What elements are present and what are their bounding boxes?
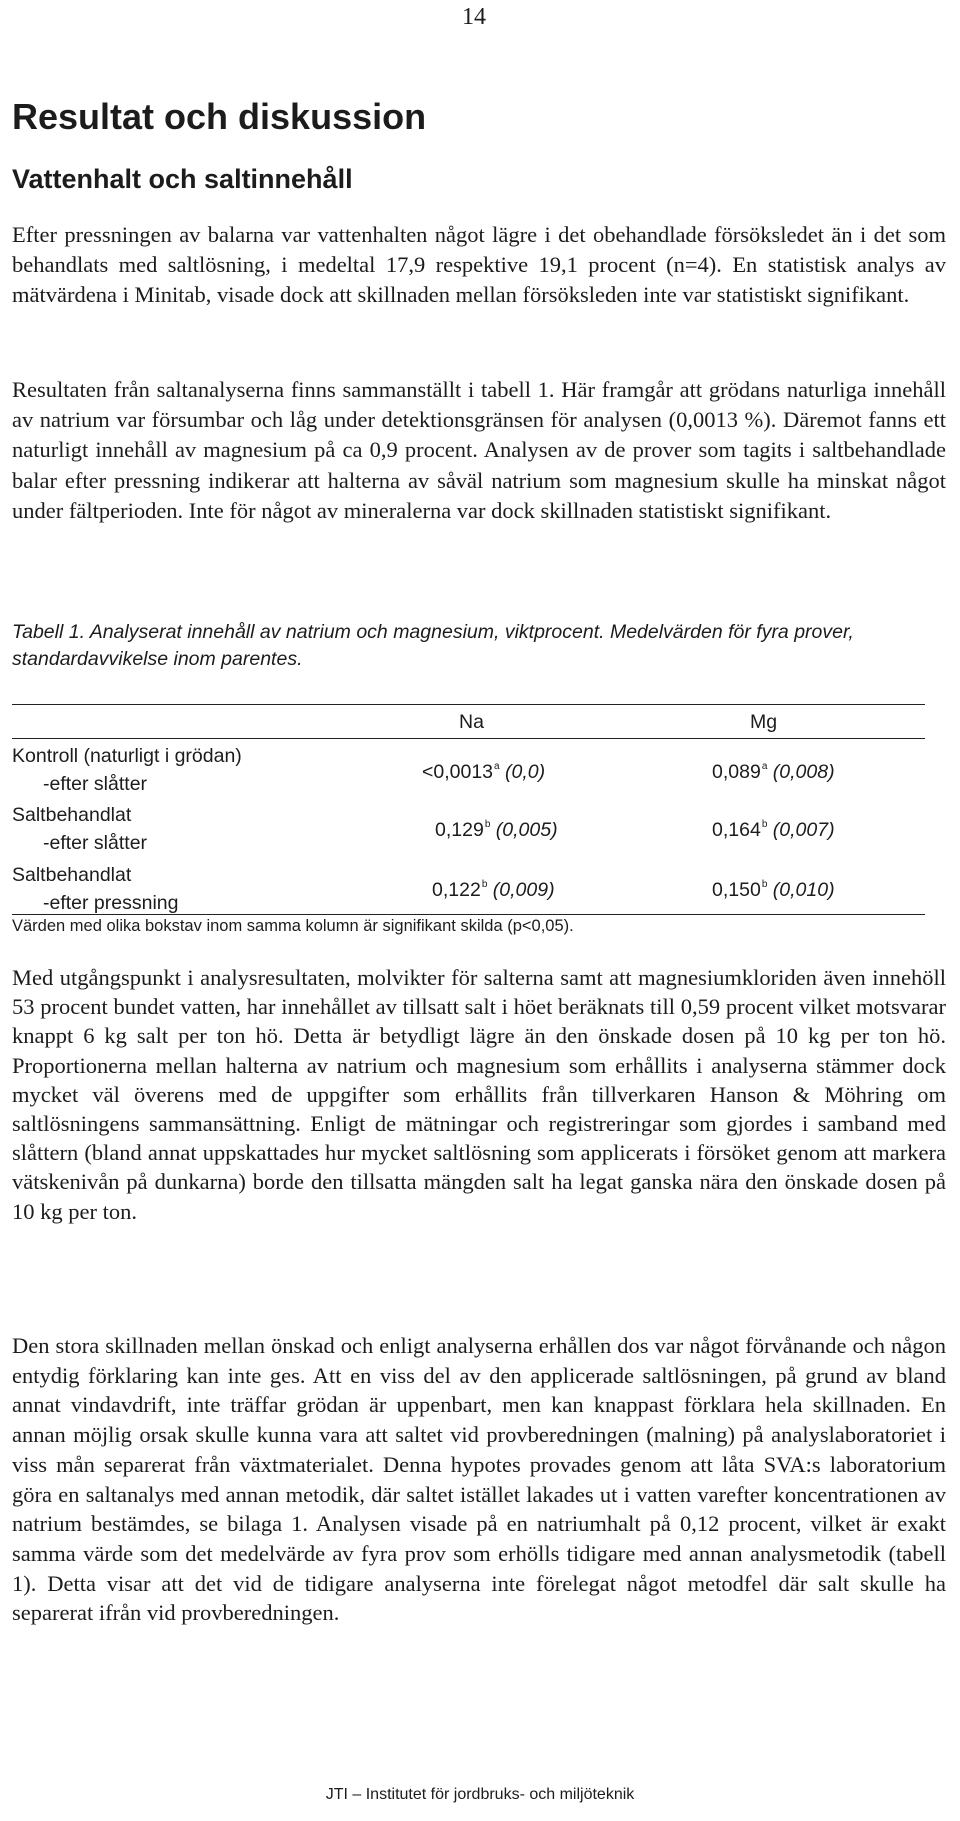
table-footnote: Värden med olika bokstav inom samma kolumn är signifikant skilda (p<0,05). xyxy=(12,917,574,935)
column-header-na: Na xyxy=(459,711,484,733)
row-label-3: Saltbehandlat xyxy=(12,864,132,886)
page-number: 14 xyxy=(462,4,486,30)
table-cell-mg-2: 0,164$^b$ (0,007) xyxy=(712,819,835,841)
paragraph-salt-analysis: Resultaten från saltanalyserna finns sammanställt i tabell 1. Här framgår att grödans naturliga innehåll av natrium var försumbar och låg under detektionsgränsen för analysen (0,0013 %). Däremot fanns ett naturligt innehåll av magnesium på ca 0,9 procent. Analysen av de prover som tagits i saltbehandlade balar efter pressning indikerar att halterna av såväl natrium som magnesium skulle ha minskat något under fältperioden. Inte för något av mineralerna var dock skillnaden statistiskt signifikant. xyxy=(12,377,946,523)
table-top-rule xyxy=(12,704,925,705)
table-caption: Tabell 1. Analyserat innehåll av natrium och magnesium, viktprocent. Medelvärden för fyra prover, standardavvikelse inom parentes. xyxy=(12,621,854,670)
table-header-rule xyxy=(12,738,925,739)
row-label-1: Kontroll (naturligt i grödan) xyxy=(12,745,242,767)
page-footer: JTI – Institutet för jordbruks- och miljöteknik xyxy=(325,1786,635,1803)
table-cell-na-3: 0,122$^b$ (0,009) xyxy=(432,879,555,901)
column-header-mg: Mg xyxy=(750,711,778,733)
paragraph-salt-dose: Med utgångspunkt i analysresultaten, molvikter för salterna samt att magnesiumkloriden även innehöll 53 procent bundet vatten, har innehållet av tillsatt salt i höet beräknats till 0,59 procent vilket motsvarar knappt 6 kg salt per ton hö. Detta är betydligt lägre än den önskade dosen på 10 kg per ton hö. Proportionerna mellan halterna av natrium och magnesium som erhållits i analyserna stämmer dock mycket väl överens med de uppgifter som erhållits från tillverkaren Hanson & Möhring om saltlösningens sammansättning. Enligt de mätningar och registreringar som gjordes i samband med slåttern (bland annat uppskattades hur mycket saltlösning som applicerats i försöket genom att markera vätskenivån på dunkarna) borde den tillsatta mängden salt ha legat ganska nära den önskade dosen på 10 kg per ton. xyxy=(12,965,946,1224)
subsection-heading: Vattenhalt och saltinnehåll xyxy=(12,164,353,194)
paragraph-dose-discrepancy: Den stora skillnaden mellan önskad och enligt analyserna erhållen dos var något förvånande och någon entydig förklaring kan inte ges. Att en viss del av den applicerade saltlösningen, på grund av bland annat vindavdrift, inte träffar grödan är uppenbart, men kan knappast förklara hela skillnaden. En annan möjlig orsak skulle kunna vara att saltet vid provberedningen (malning) på analyslaboratoriet i viss mån separerat från växtmaterialet. Denna hypotes provades genom att låta SVA:s laboratorium göra en saltanalys med annan metodik, där saltet istället lakades ut i vatten varefter koncentrationen av natrium bestämdes, se bilaga 1. Analysen visade på en natriumhalt på 0,12 procent, vilket är exakt samma värde som det medelvärde av fyra prov som erhölls tidigare med annan analysmetodik (tabell 1). Detta visar att det vid de tidigare analyserna inte förelegat något metodfel där salt skulle ha separerat ifrån vid provberedningen. xyxy=(12,1333,946,1626)
section-heading: Resultat och diskussion xyxy=(12,96,427,137)
row-sublabel-2: -efter slåtter xyxy=(43,832,148,854)
table-bottom-rule xyxy=(12,914,925,915)
table-cell-mg-1: 0,089$^a$ (0,008) xyxy=(712,761,835,783)
row-label-2: Saltbehandlat xyxy=(12,804,132,826)
row-sublabel-3: -efter pressning xyxy=(43,892,179,914)
row-sublabel-1: -efter slåtter xyxy=(43,773,148,795)
table-cell-na-1: <0,0013$^a$ (0,0) xyxy=(422,761,546,783)
table-cell-na-2: 0,129$^b$ (0,005) xyxy=(435,819,558,841)
table-cell-mg-3: 0,150$^b$ (0,010) xyxy=(712,879,835,901)
paragraph-water-content: Efter pressningen av balarna var vattenhalten något lägre i det obehandlade försöksledet än i det som behandlats med saltlösning, i medeltal 17,9 respektive 19,1 procent (n=4). En statistisk analys av mätvärdena i Minitab, visade dock att skillnaden mellan försöksleden inte var statistiskt signifikant. xyxy=(12,222,946,308)
